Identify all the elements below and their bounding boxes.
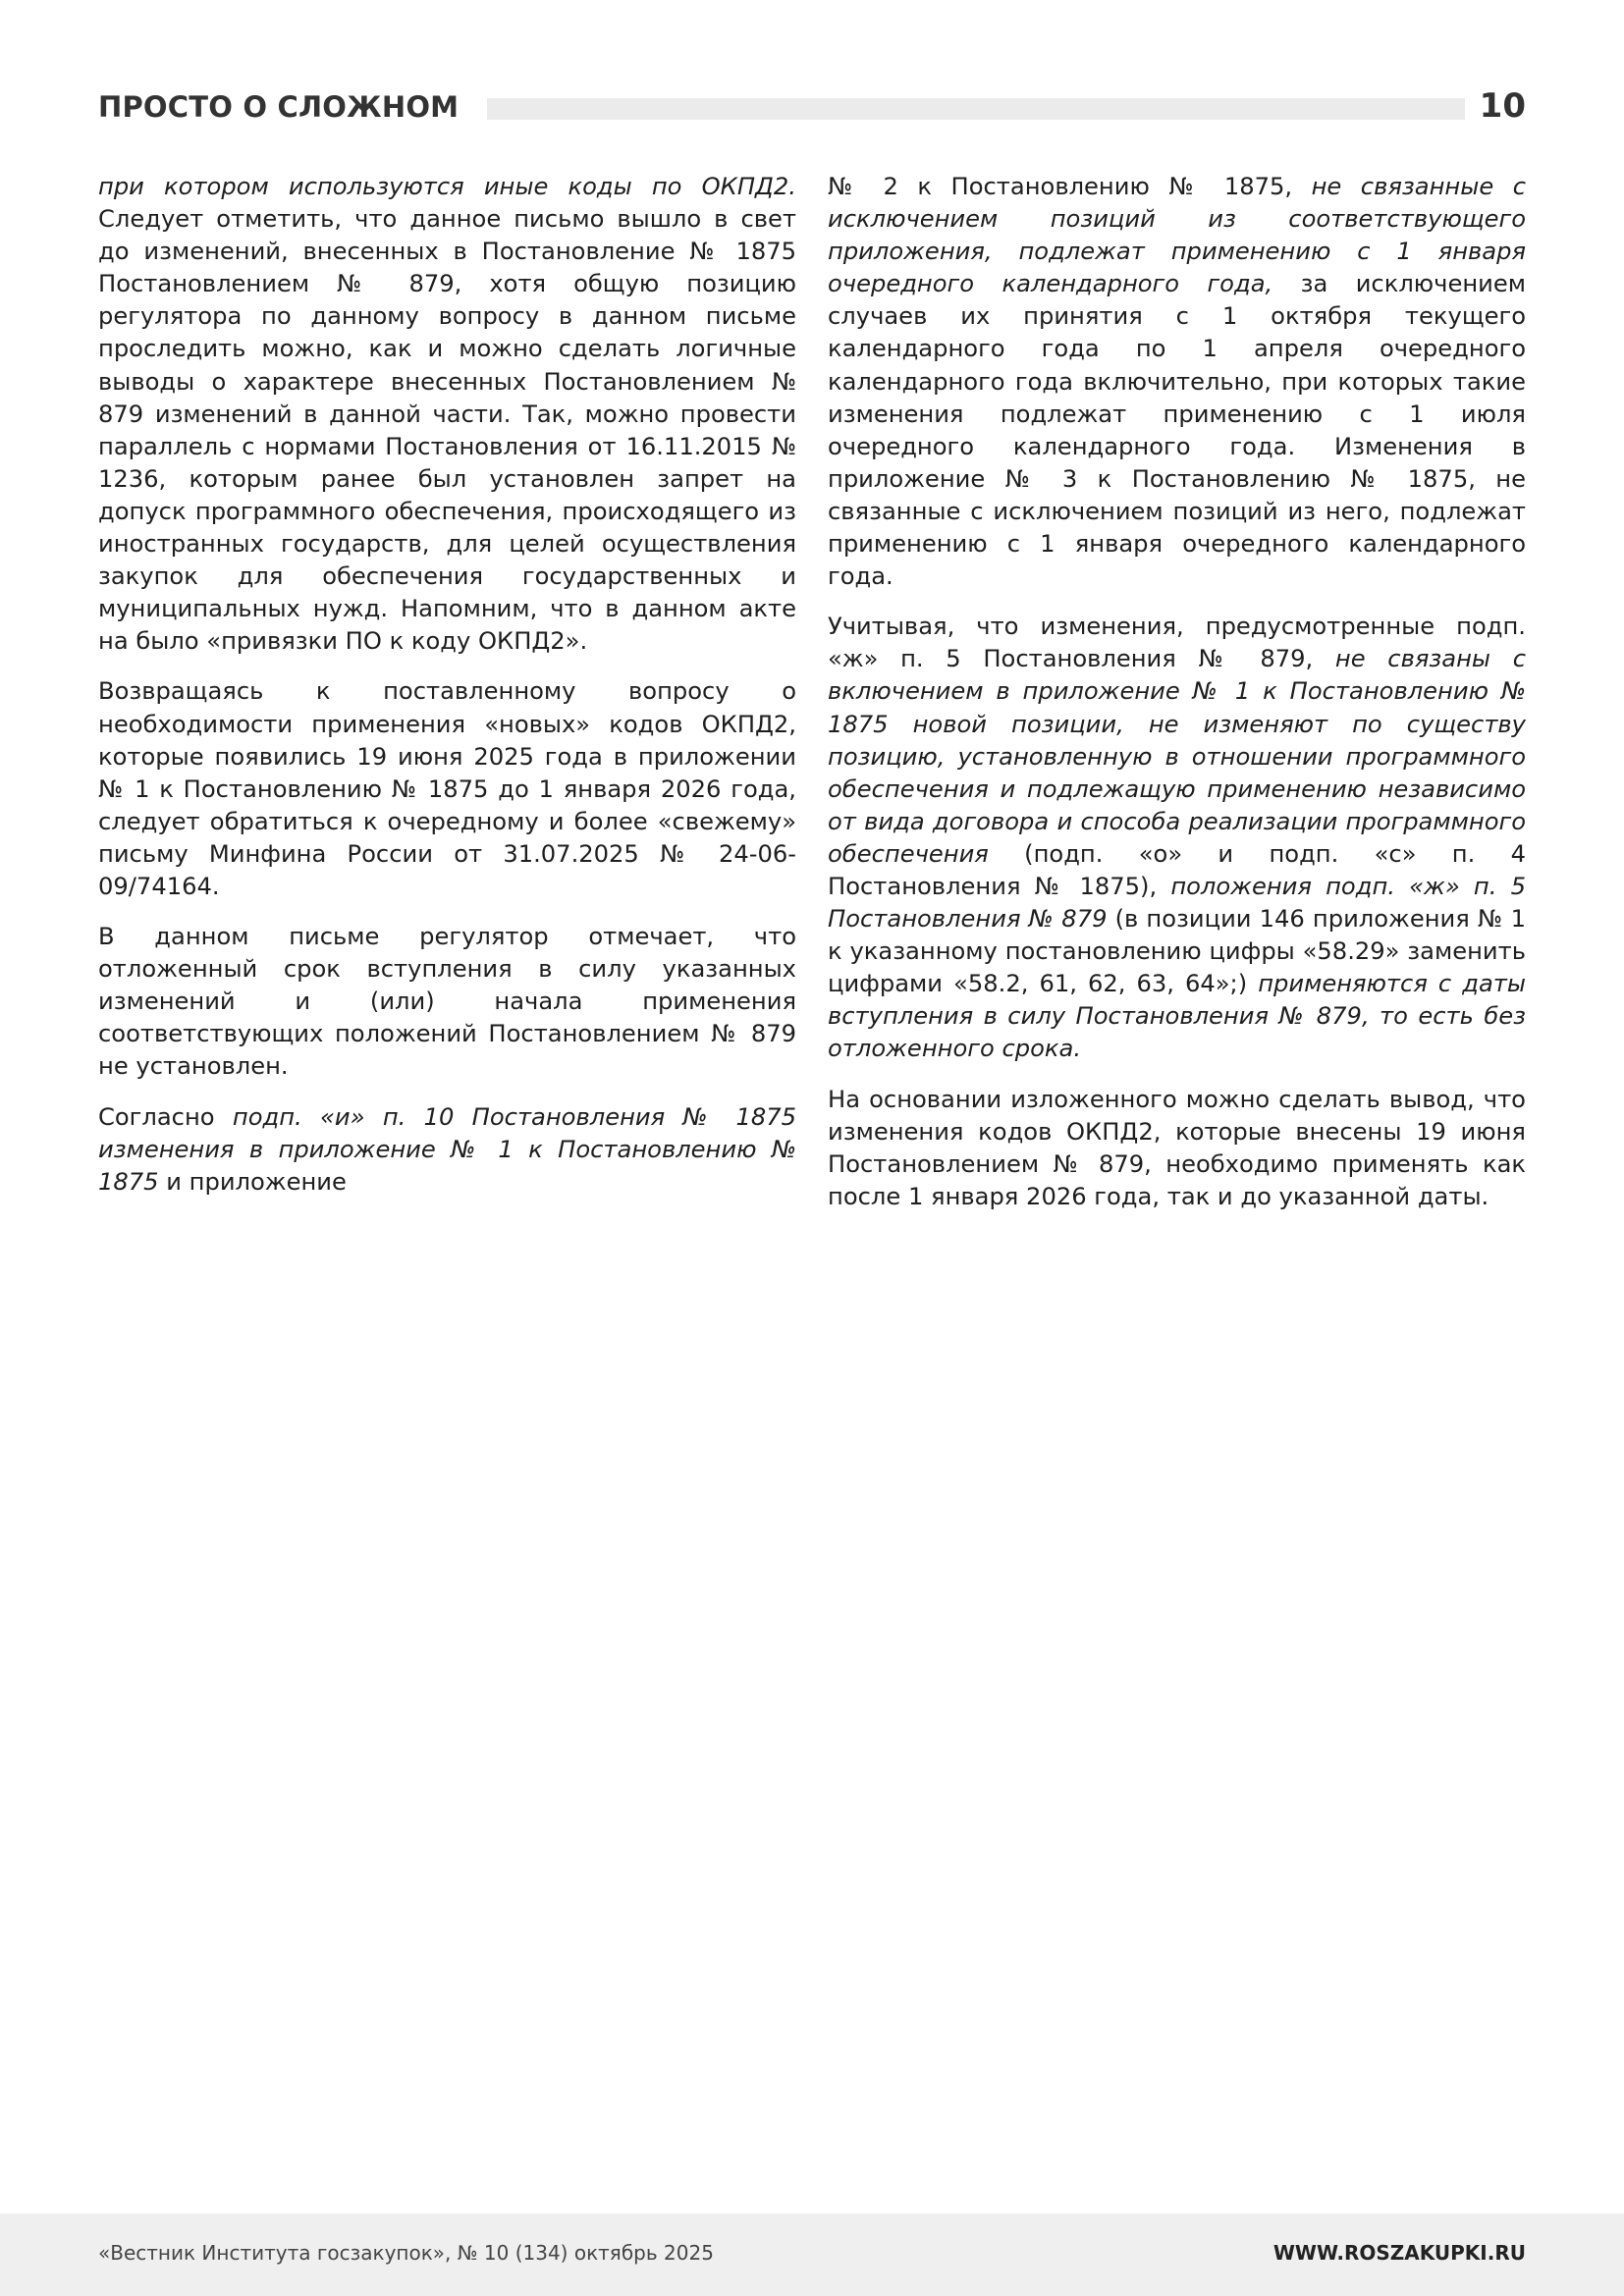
- text-run: В данном письме регулятор отмечает, что отложенный срок вступления в силу указанных изменений и (или) начала применения соответствующих положений Постановлением № 879 не установлен.: [98, 923, 796, 1081]
- italic-text-run: не связаны с включением в приложение № 1 к Постановлению № 1875 новой позиции, не изменяют по существу позицию, установленную в отношении программного обеспечения и подлежащую применению независимо от вида договора и способа реализации программного обеспечения: [828, 645, 1526, 868]
- text-run: На основании изложенного можно сделать вывод, что изменения кодов ОКПД2, которые внесены 19 июня Постановлением № 879, необходимо применять как после 1 января 2026 года, так и до указанной даты.: [828, 1085, 1526, 1210]
- italic-text-run: положения подп. «ж» п. 5 Постановления № 879: [828, 872, 1526, 934]
- page-header: [98, 86, 1526, 130]
- italic-text-run: подп. «и» п. 10 Постановления № 1875 изменения в приложение № 1 к Постановлению № 1875: [98, 1102, 797, 1196]
- text-run: № 2 к Постановлению № 1875,: [828, 173, 1312, 200]
- page-footer: [0, 2214, 1624, 2296]
- paragraph: [828, 611, 1526, 1065]
- paragraph: [828, 1084, 1526, 1213]
- website-link[interactable]: WWW.ROSZAKUPKI.RU: [1272, 2241, 1526, 2265]
- italic-text-run: применяются с даты вступления в силу Постановления № 879, то есть без отложенного срока.: [828, 970, 1526, 1063]
- italic-text-run: при котором используются иные коды по ОКПД2.: [98, 173, 796, 200]
- publication-info: «Вестник Института госзакупок», № 10 (134) октябрь 2025: [98, 2241, 714, 2265]
- text-run: (подп. «о» и подп. «с» п. 4 Постановления № 1875),: [828, 839, 1526, 900]
- text-run: (в позиции 146 приложения № 1 к указанному постановлению цифры «58.29» заменить цифрами «58.2, 61, 62, 63, 64»;): [828, 905, 1527, 998]
- text-run: Учитывая, что изменения, предусмотренные подп. «ж» п. 5 Постановления № 879,: [828, 613, 1526, 673]
- paragraph: [98, 675, 796, 903]
- text-run: Возвращаясь к поставленному вопросу о необходимости применения «новых» кодов ОКПД2, которые появились 19 июня 2025 года в приложении № 1 к Постановлению № 1875 до 1 января 2026 года, следует обратиться к очередному и более «свежему» письму Минфина России от 31.07.2025 № 24-06-09/74164.: [98, 677, 796, 900]
- paragraph: [98, 1101, 796, 1199]
- paragraph: [98, 921, 796, 1083]
- text-column-right: [828, 171, 1526, 1231]
- paragraph: [98, 171, 796, 658]
- paragraph: [828, 171, 1526, 593]
- text-run: Согласно: [98, 1102, 233, 1131]
- text-run: и приложение: [158, 1167, 347, 1196]
- page-number: 10: [1479, 86, 1526, 126]
- text-column-left: [98, 171, 796, 1216]
- header-rule-bar: [487, 98, 1465, 120]
- italic-text-run: не связанные с исключением позиций из соответствующего приложения, подлежат применению с 1 января очередного календарного года,: [828, 173, 1527, 298]
- text-run: за исключением случаев их принятия с 1 октября текущего календарного года по 1 апреля очередного календарного года включительно, при которых такие изменения подлежат применению с 1 июля очередного календарного года. Изменения в приложение № 3 к Постановлению № 1875, не связанные с исключением позиций из него, подлежат применению с 1 января очередного календарного года.: [828, 270, 1526, 591]
- text-run: Следует отметить, что данное письмо вышло в свет до изменений, внесенных в Постановление № 1875 Постановлением № 879, хотя общую позицию регулятора по данному вопросу в данном письме проследить можно, как и можно сделать логичные выводы о характере внесенных Постановлением № 879 изменений в данной части. Так, можно провести параллель с нормами Постановления от 16.11.2015 № 1236, которым ранее был установлен запрет на допуск программного обеспечения, происходящего из иностранных государств, для целей осуществления закупок для обеспечения государственных и муниципальных нужд. Напомним, что в данном акте на было «привязки ПО к коду ОКПД2».: [98, 205, 796, 656]
- section-title: ПРОСТО О СЛОЖНОМ: [98, 90, 460, 124]
